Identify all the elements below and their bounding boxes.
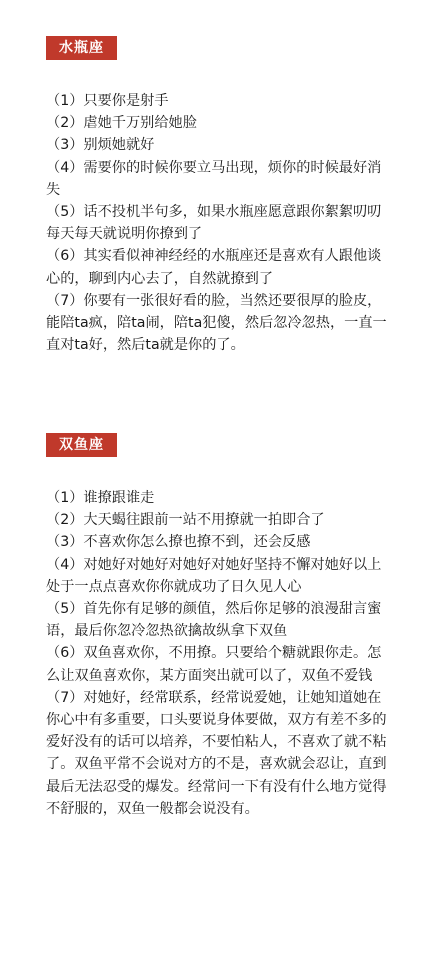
list-item: （6）双鱼喜欢你，不用撩。只要给个糖就跟你走。怎么让双鱼喜欢你，某方面突出就可以了，双鱼不爱钱: [46, 645, 382, 684]
list-item: （4）对她好对她好对她好对她好坚持不懈对她好以上处于一点点喜欢你你就成功了日久见人心: [46, 556, 382, 595]
list-item: （7）对她好，经常联系，经常说爱她，让她知道她在你心中有多重要，口头要说身体要做，双方有差不多的爱好没有的话可以培养，不要怕粘人，不喜欢了就不粘了。双鱼平常不会说对方的不是，喜欢就会忍让，直到最后无法忍受的爆发。经常问一下有没有什么地方觉得不舒服的，双鱼一般都会说没有。: [46, 689, 387, 817]
list-item: （3）不喜欢你怎么撩也撩不到，还会反感: [46, 534, 311, 551]
list-item: （5）话不投机半句多，如果水瓶座愿意跟你絮絮叨叨每天每天就说明你撩到了: [46, 204, 382, 243]
list-item: （6）其实看似神神经经的水瓶座还是喜欢有人跟他谈心的，聊到内心去了，自然就撩到了: [46, 248, 382, 287]
list-item: （4）需要你的时候你要立马出现，烦你的时候最好消失: [46, 159, 382, 198]
list-item: （7）你要有一张很好看的脸，当然还要很厚的脸皮，能陪ta疯，陪ta闹，陪ta犯傻，然后忽冷忽热，一直一直对ta好，然后ta就是你的了。: [46, 292, 387, 354]
list-item: （3）别烦她就好: [46, 137, 155, 154]
pisces-list: [46, 487, 394, 820]
section-tag-pisces: 双鱼座: [46, 433, 117, 457]
section-tag-aquarius: 水瓶座: [46, 36, 117, 60]
list-item: （1）只要你是射手: [46, 93, 169, 109]
list-item: （2）大天蝎往跟前一站不用撩就一拍即合了: [46, 512, 325, 529]
list-item: （5）首先你有足够的颜值，然后你足够的浪漫甜言蜜语，最后你忽冷忽热欲擒故纵拿下双鱼: [46, 601, 382, 640]
list-item: （2）虐她千万别给她脸: [46, 115, 197, 132]
list-item: （1）谁撩跟谁走: [46, 490, 155, 506]
aquarius-list: [46, 90, 394, 356]
